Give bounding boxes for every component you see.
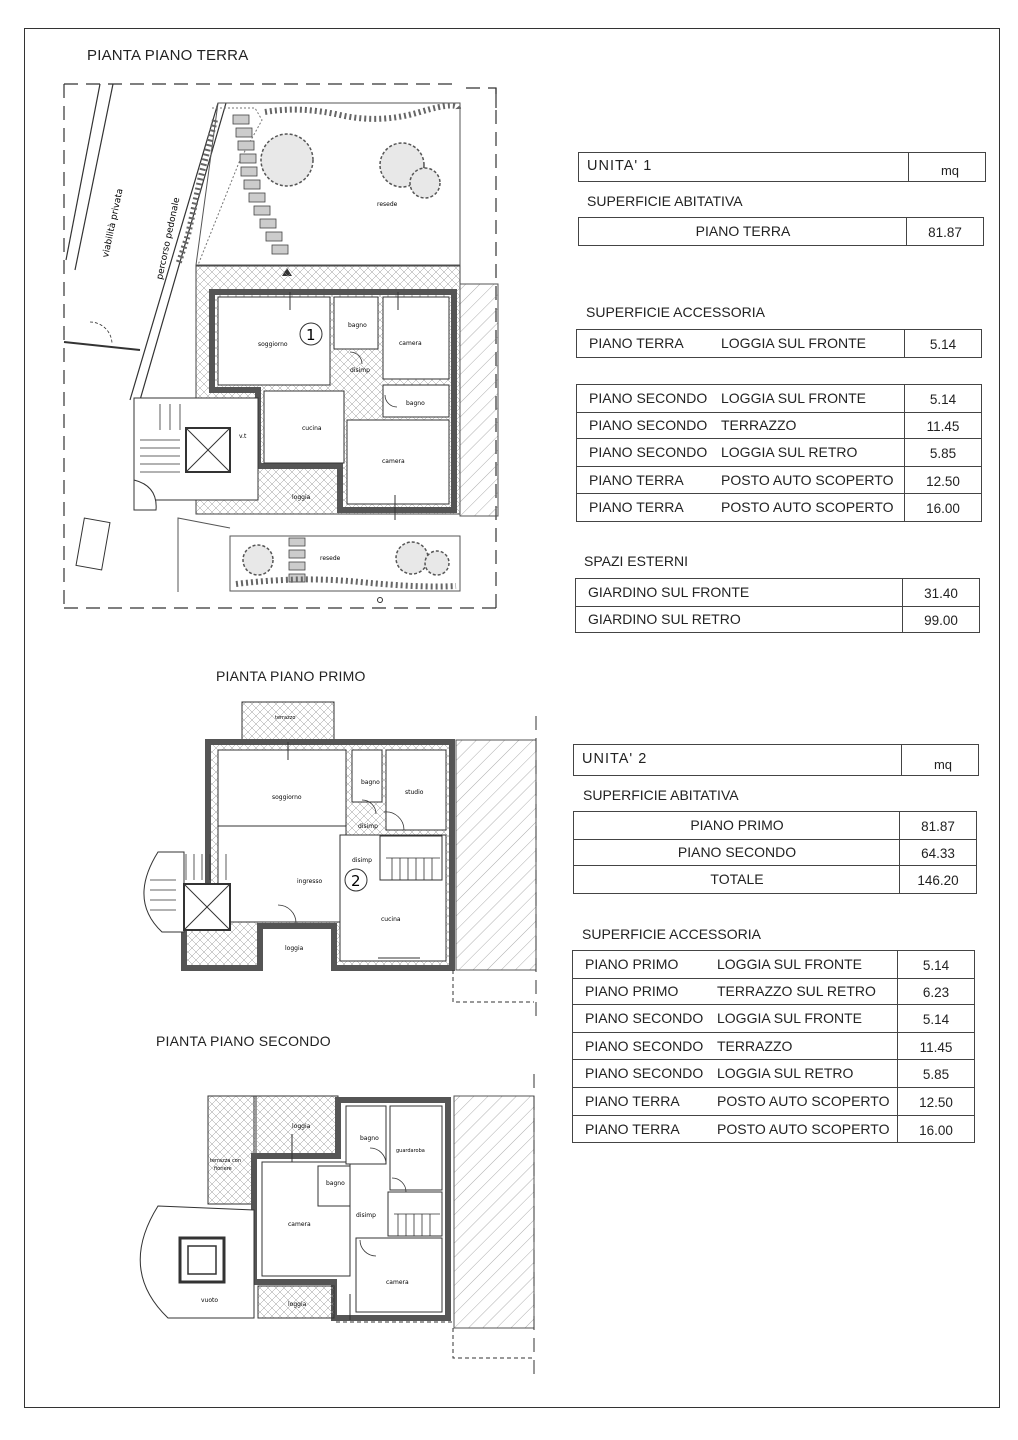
row-floor: PIANO TERRA bbox=[695, 223, 791, 239]
row-value: 81.87 bbox=[906, 218, 983, 245]
unit2-mq: mq bbox=[933, 757, 952, 772]
row-floor: TOTALE bbox=[710, 871, 764, 888]
row-value: 146.20 bbox=[899, 866, 976, 893]
loggia-label: loggia bbox=[292, 494, 311, 501]
table-row bbox=[573, 839, 977, 867]
row-floor: PIANO SECONDO bbox=[585, 1037, 704, 1054]
row-item: POSTO AUTO SCOPERTO bbox=[721, 471, 894, 488]
first-cucina-label: cucina bbox=[381, 916, 401, 923]
row-value: 5.85 bbox=[897, 1060, 974, 1087]
table-row bbox=[573, 866, 977, 894]
table-row bbox=[572, 1060, 975, 1088]
row-item: TERRAZZO SUL RETRO bbox=[717, 982, 876, 999]
ingresso-label: ingresso bbox=[297, 878, 323, 885]
row-floor: PIANO PRIMO bbox=[690, 817, 784, 833]
first-bagno-label: bagno bbox=[361, 779, 380, 786]
table-row bbox=[572, 1088, 975, 1116]
first-loggia-label: loggia bbox=[285, 945, 304, 952]
row-value: 64.33 bbox=[899, 839, 976, 866]
bagno-label-1: bagno bbox=[348, 322, 367, 329]
row-value: 5.85 bbox=[904, 439, 981, 466]
row-item: LOGGIA SUL RETRO bbox=[721, 444, 858, 461]
row-value: 6.23 bbox=[897, 978, 974, 1005]
ground-floor-title: PIANTA PIANO TERRA bbox=[87, 47, 249, 64]
second-camera-label-2: camera bbox=[386, 1279, 409, 1286]
first-soggiorno-label: soggiorno bbox=[272, 794, 302, 801]
studio-label: studio bbox=[405, 789, 424, 796]
percorso-label: percorso pedonale bbox=[155, 196, 183, 281]
unit1-abitativa-title: SUPERFICIE ABITATIVA bbox=[587, 193, 743, 209]
disimp-label: disimp bbox=[350, 367, 370, 374]
row-floor: PIANO PRIMO bbox=[585, 982, 679, 999]
unit1-accessoria-title: SUPERFICIE ACCESSORIA bbox=[586, 304, 765, 320]
row-value: 11.45 bbox=[897, 1033, 974, 1060]
table-row bbox=[573, 811, 977, 840]
row-item: LOGGIA SUL RETRO bbox=[717, 1065, 854, 1082]
row-item: POSTO AUTO SCOPERTO bbox=[717, 1093, 890, 1109]
row-value: 11.45 bbox=[904, 412, 981, 439]
table-row bbox=[576, 439, 982, 467]
row-floor: PIANO SECONDO bbox=[589, 416, 708, 433]
row-value: 81.87 bbox=[899, 812, 976, 839]
table-row bbox=[572, 978, 975, 1006]
row-value: 16.00 bbox=[897, 1116, 974, 1143]
viabilita-label: viabilità privata bbox=[101, 187, 126, 259]
table-row bbox=[576, 494, 982, 522]
row-value: 5.14 bbox=[897, 1005, 974, 1032]
resede-bottom-label: resede bbox=[320, 555, 341, 562]
row-value: 5.14 bbox=[904, 330, 981, 357]
row-floor: PIANO SECONDO bbox=[585, 1065, 704, 1082]
unit2-accessoria-title: SUPERFICIE ACCESSORIA bbox=[582, 926, 761, 942]
second-bagno-label-2: bagno bbox=[326, 1180, 345, 1187]
unit2-number: 2 bbox=[351, 872, 361, 890]
resede-top-label: resede bbox=[377, 201, 398, 208]
row-item: LOGGIA SUL FRONTE bbox=[721, 390, 866, 406]
first-disimp-label-1: disimp bbox=[358, 823, 378, 830]
row-item: TERRAZZO bbox=[717, 1037, 793, 1054]
table-row bbox=[576, 384, 982, 413]
row-floor: PIANO SECONDO bbox=[589, 444, 708, 461]
terrazza-label: terrazza con bbox=[210, 1158, 242, 1164]
terrazzo-label: terrazzo bbox=[275, 715, 296, 721]
vuoto-label: vuoto bbox=[201, 1297, 219, 1304]
camera-label-1: camera bbox=[399, 340, 422, 347]
table-row bbox=[578, 217, 984, 246]
table-row bbox=[575, 606, 980, 634]
soggiorno-label: soggiorno bbox=[258, 341, 288, 348]
table-row bbox=[576, 467, 982, 495]
vt-label: v.t bbox=[239, 433, 247, 440]
table-row bbox=[572, 1116, 975, 1144]
unit1-esterni-title: SPAZI ESTERNI bbox=[584, 553, 688, 569]
row-floor: PIANO TERRA bbox=[589, 335, 684, 351]
row-item: LOGGIA SUL FRONTE bbox=[717, 1010, 862, 1027]
bagno-label-2: bagno bbox=[406, 400, 425, 407]
row-item: POSTO AUTO SCOPERTO bbox=[721, 499, 894, 516]
table-row bbox=[572, 1033, 975, 1061]
table-row bbox=[572, 1005, 975, 1033]
camera-label-2: camera bbox=[382, 458, 405, 465]
cucina-label: cucina bbox=[302, 425, 322, 432]
row-value: 31.40 bbox=[902, 579, 979, 606]
row-value: 12.50 bbox=[897, 1088, 974, 1115]
second-loggia-top-label: loggia bbox=[292, 1123, 311, 1130]
row-floor: PIANO TERRA bbox=[585, 1093, 680, 1109]
table-row bbox=[576, 412, 982, 440]
second-disimp-label: disimp bbox=[356, 1212, 376, 1219]
guardaroba-label: guardaroba bbox=[396, 1148, 425, 1154]
unit1-header: UNITA' 1 bbox=[587, 158, 653, 174]
row-floor: PIANO SECONDO bbox=[585, 1010, 704, 1027]
unit2-header-box bbox=[573, 744, 979, 776]
second-bagno-label-1: bagno bbox=[360, 1135, 379, 1142]
first-disimp-label-2: disimp bbox=[352, 857, 372, 864]
unit1-number: 1 bbox=[306, 326, 316, 344]
row-value: 12.50 bbox=[904, 467, 981, 494]
row-value: 5.14 bbox=[897, 951, 974, 978]
row-floor: PIANO TERRA bbox=[589, 471, 684, 488]
row-floor: PIANO PRIMO bbox=[585, 956, 679, 972]
row-item: TERRAZZO bbox=[721, 416, 797, 433]
second-camera-label-1: camera bbox=[288, 1221, 311, 1228]
unit2-abitativa-title: SUPERFICIE ABITATIVA bbox=[583, 787, 739, 803]
row-floor: PIANO SECONDO bbox=[677, 843, 797, 860]
second-building bbox=[140, 1074, 534, 1378]
terrazza-label-2: fioriere bbox=[214, 1166, 232, 1172]
unit1-header-box bbox=[578, 152, 986, 182]
row-floor: PIANO TERRA bbox=[589, 499, 684, 516]
row-item: GIARDINO SUL RETRO bbox=[588, 610, 741, 627]
row-item: POSTO AUTO SCOPERTO bbox=[717, 1120, 890, 1137]
row-floor: PIANO SECONDO bbox=[589, 390, 708, 406]
table-row bbox=[572, 950, 975, 979]
table-row bbox=[576, 329, 982, 358]
row-value: 16.00 bbox=[904, 494, 981, 521]
second-loggia-bottom-label: loggia bbox=[288, 1301, 307, 1308]
row-item: GIARDINO SUL FRONTE bbox=[588, 584, 750, 600]
first-floor-title: PIANTA PIANO PRIMO bbox=[216, 668, 366, 684]
row-item: LOGGIA SUL FRONTE bbox=[721, 335, 866, 351]
row-value: 99.00 bbox=[902, 606, 979, 633]
row-value: 5.14 bbox=[904, 385, 981, 412]
table-row bbox=[575, 578, 980, 607]
unit1-mq: mq bbox=[940, 163, 959, 178]
row-item: LOGGIA SUL FRONTE bbox=[717, 956, 862, 972]
row-floor: PIANO TERRA bbox=[585, 1120, 680, 1137]
second-floor-title: PIANTA PIANO SECONDO bbox=[156, 1033, 331, 1049]
unit2-header: UNITA' 2 bbox=[582, 751, 648, 767]
